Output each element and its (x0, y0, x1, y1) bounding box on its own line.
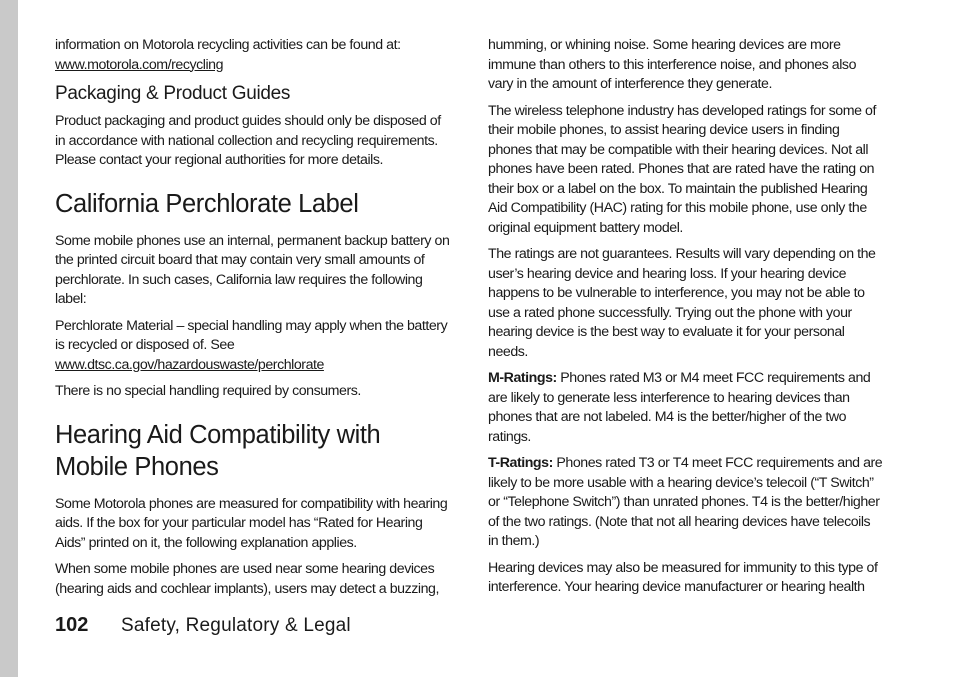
hac-paragraph-2: When some mobile phones are used near some hearing devices (hearing aids and cochlear implants), users may detect a buzzing, (55, 561, 439, 597)
hac-paragraph-1: Some Motorola phones are measured for compatibility with hearing aids. If the box for your particular model has “Rated for Hearing Aids” printed on it, the following explanation applies. (55, 495, 448, 551)
interference-paragraph: humming, or whining noise. Some hearing devices are more immune than others to this interference noise, and phones also vary in the amount of interference they generate. (488, 37, 857, 92)
packaging-paragraph: Product packaging and product guides should only be disposed of in accordance with national collection and recycling requirements. Please contact your regional authorities for more details. (55, 113, 441, 168)
t-ratings-text: Phones rated T3 or T4 meet FCC requirements and are likely to be more usable with a hearing device’s telecoil (“T Switch” or “Telephone Switch”) than unrated phones. T4 is the better/higher of the two ratings. (Note that not all hearing devices have telecoils in them.) (488, 455, 883, 549)
m-ratings-text: Phones rated M3 or M4 meet FCC requirements and are likely to generate less interference to hearing devices than phones that are not labeled. M4 is the better/higher of the two ratings. (488, 370, 871, 445)
perchlorate-link[interactable]: www.dtsc.ca.gov/hazardouswaste/perchlorate (55, 356, 324, 373)
t-ratings-label: T-Ratings: (488, 455, 553, 471)
left-column (55, 36, 450, 606)
right-column (488, 36, 883, 605)
ratings-paragraph: The wireless telephone industry has developed ratings for some of their mobile phones, to assist hearing device users in finding phones that may be compatible with their hearing devices. Not all phones have been rated. Phones that are rated have the rating on their box or a label on the box. To maintain the published Hearing Aid Compatibility (HAC) rating for this mobile phone, use only the original equipment battery model. (488, 102, 876, 236)
m-ratings-paragraph (488, 369, 883, 447)
page-edge-bar (0, 0, 18, 677)
guarantees-paragraph: The ratings are not guarantees. Results will vary depending on the user’s hearing device and hearing loss. If your hearing device happens to be vulnerable to interference, you may not be able to use a rated phone successfully. Trying out the phone with your hearing device is the best way to evaluate it for your personal needs. (488, 246, 876, 360)
perchlorate-material-text: Perchlorate Material – special handling may apply when the battery is recycled or disposed of. See (55, 317, 448, 353)
recycling-link[interactable]: www.motorola.com/recycling (55, 56, 224, 73)
perchlorate-paragraph-3: There is no special handling required by consumers. (55, 383, 361, 399)
recycling-paragraph (55, 36, 450, 75)
hac-heading: Hearing Aid Compatibility with Mobile Phones (55, 420, 381, 481)
recycling-info-text: information on Motorola recycling activities can be found at: (55, 37, 401, 53)
t-ratings-paragraph (488, 454, 883, 552)
perchlorate-paragraph-2 (55, 317, 450, 376)
section-title: Safety, Regulatory & Legal (121, 615, 351, 636)
immunity-paragraph: Hearing devices may also be measured for immunity to this type of interference. Your hearing device manufacturer or hearing health (488, 559, 878, 595)
packaging-heading: Packaging & Product Guides (55, 83, 291, 104)
page-number: 102 (55, 614, 89, 636)
perchlorate-heading: California Perchlorate Label (55, 189, 359, 218)
perchlorate-paragraph-1: Some mobile phones use an internal, permanent backup battery on the printed circuit board that may contain very small amounts of perchlorate. In such cases, California law requires the following label: (55, 232, 450, 307)
page-footer (55, 614, 351, 637)
m-ratings-label: M-Ratings: (488, 370, 557, 386)
